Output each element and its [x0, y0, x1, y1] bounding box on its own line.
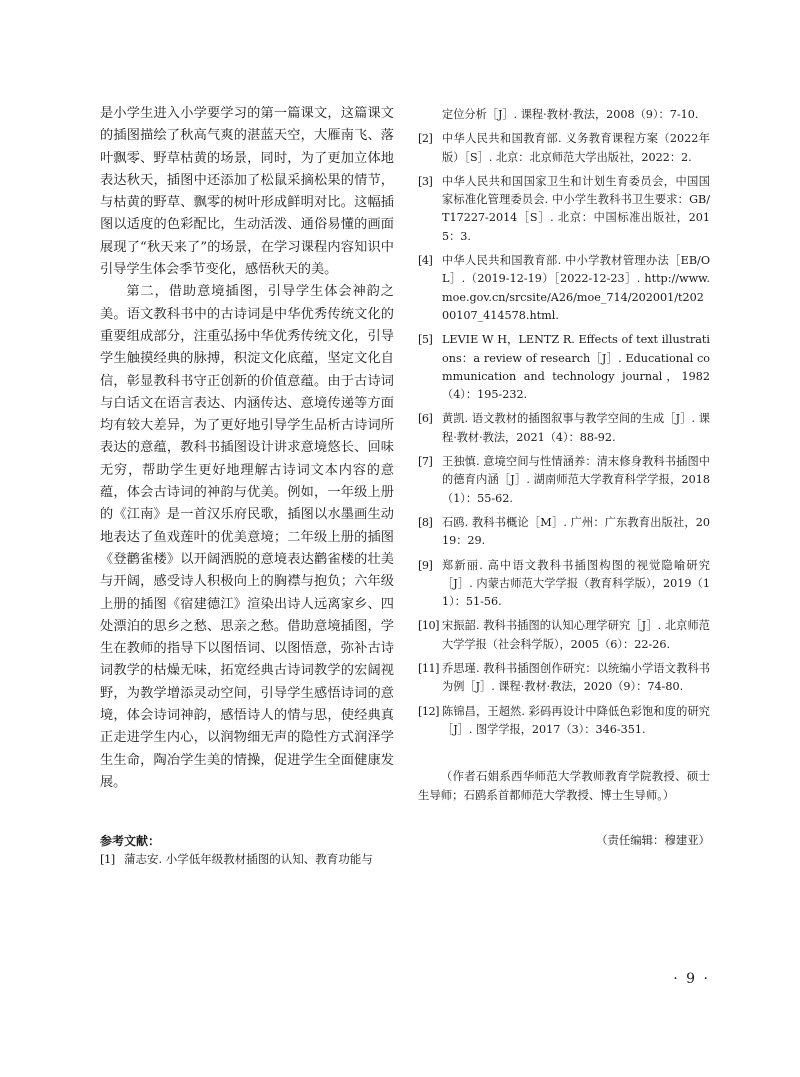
reference-number: [9]	[418, 558, 433, 572]
reference-text: 蒲志安. 小学低年级教材插图的认知、教育功能与	[124, 852, 373, 867]
reference-text: 王独慎. 意境空间与性情涵养：清末修身教科书插图中的德育内涵［J］. 湖南师范大学教育科学学报，2018（1）：55-62.	[442, 455, 710, 505]
reference-text: 陈锦昌，王超然. 彩码再设计中降低色彩饱和度的研究［J］. 图学学报，2017（3）：346-351.	[442, 704, 710, 736]
editor-note: （责任编辑：穆建亚）	[596, 833, 710, 848]
reference-item-6	[418, 410, 710, 447]
reference-item-10	[418, 617, 710, 654]
reference-number: [2]	[418, 132, 433, 146]
reference-number: [3]	[418, 174, 433, 188]
right-column	[418, 106, 710, 850]
reference-text: 石鸥. 教科书概论［M］. 广州：广东教育出版社，2019：29.	[442, 515, 710, 548]
reference-text: 中华人民共和国教育部. 中小学教材管理办法［EB/OL］.（2019-12-19）［2022-12-23］. http://www.moe.gov.cn/srcsite/A26/moe_714/202001/t20200107_414578.html.	[442, 254, 710, 322]
reference-item-7	[418, 453, 710, 508]
body-paragraph-2: 第二，借助意境插图，引导学生体会神韵之美。语文教科书中的古诗词是中华优秀传统文化的重要组成部分，注重弘扬中华优秀传统文化，引导学生触摸经典的脉搏，积淀文化底蕴，坚定文化自信，彰显教科书守正创新的价值意蕴。由于古诗词与白话文在语言表达、内涵传达、意境传递等方面均有较大差异，为了更好地引导学生品析古诗词所表达的意蕴，教科书插图设计讲求意境悠长、回味无穷，帮助学生更好地理解古诗词文本内容的意蕴，体会古诗词的神韵与优美。例如，一年级上册的《江南》是一首汉乐府民歌，插图以水墨画生动地表达了鱼戏莲叶的优美意境；二年级上册的插图《登鹳雀楼》以开阔洒脱的意境表达鹳雀楼的壮美与开阔，感受诗人积极向上的胸襟与抱负；六年级上册的插图《宿建德江》渲染出诗人远离家乡、四处漂泊的思乡之愁、思亲之愁。借助意境插图，学生在教师的指导下以图悟词、以图悟意，弥补古诗词教学的枯燥无味，拓宽经典古诗词教学的宏阔视野，为教学增添灵动空间，引导学生感悟诗词的意境，体会诗词神韵，感悟诗人的情与思，使经典真正走进学生内心，以润物细无声的隐性方式润泽学生生命，陶冶学生美的情操，促进学生全面健康发展。	[100, 284, 394, 790]
reference-text: 定位分析［J］. 课程·教材·教法，2008（9）：7-10.	[442, 108, 699, 121]
references-heading: 参考文献：	[100, 834, 161, 849]
reference-text: 郑新丽. 高中语文教科书插图构图的视觉隐喻研究［J］. 内蒙古师范大学学报（教育科学版），2019（11）：51-56.	[442, 558, 710, 609]
reference-number: [11]	[418, 662, 439, 676]
reference-number: [1]	[100, 852, 115, 867]
reference-number: [4]	[418, 254, 433, 268]
reference-number: [7]	[418, 455, 433, 469]
reference-item-1	[100, 850, 394, 868]
page-number: · 9 ·	[673, 971, 710, 987]
reference-item-9	[418, 557, 710, 612]
reference-text: 乔思瑾. 教科书插图创作研究：以统编小学语文教科书为例［J］. 课程·教材·教法，2020（9）：74-80.	[442, 662, 710, 694]
reference-text: 宋振韶. 教科书插图的认知心理学研究［J］. 北京师范大学学报（社会科学版），2005（6）：22-26.	[442, 619, 710, 651]
reference-text: 黄凯. 语文教材的插图叙事与教学空间的生成［J］. 课程·教材·教法，2021（4）：88-92.	[442, 412, 710, 444]
reference-text: LEVIE W H，LENTZ R. Effects of text illustrations：a review of research［J］. Educational communication and technology journal，1982（4）：195-232.	[442, 333, 710, 402]
reference-item-1-continued	[418, 106, 710, 124]
reference-number: [12]	[418, 704, 439, 718]
reference-item-4	[418, 252, 710, 325]
reference-number: [8]	[418, 515, 433, 529]
reference-number: [5]	[418, 333, 433, 347]
body-paragraph-1: 是小学生进入小学要学习的第一篇课文，这篇课文的插图描绘了秋高气爽的湛蓝天空，大雁南飞、落叶飘零、野草枯黄的场景，同时，为了更加立体地表达秋天，插图中还添加了松鼠采摘松果的情节，与枯黄的野草、飘零的树叶形成鲜明对比。这幅插图以适度的色彩配比，生动活泼、通俗易懂的画面展现了“秋天来了”的场景，在学习课程内容知识中引导学生体会季节变化，感悟秋天的美。	[100, 106, 394, 278]
reference-item-2	[418, 130, 710, 167]
author-note: （作者石娟系西华师范大学教师教育学院教授、硕士生导师；石鸥系首都师范大学教授、博士生导师。）	[418, 769, 710, 803]
reference-number: [6]	[418, 412, 433, 426]
reference-item-5	[418, 331, 710, 404]
reference-number: [10]	[418, 619, 439, 633]
left-column	[100, 103, 394, 874]
reference-text: 中华人民共和国国家卫生和计划生育委员会，中国国家标准化管理委员会. 中小学生教科书卫生要求：GB/T17227-2014［S］. 北京：中国标准出版社，2015：3.	[442, 174, 710, 243]
reference-text: 中华人民共和国教育部. 义务教育课程方案（2022年版）［S］. 北京：北京师范大学出版社，2022：2.	[442, 132, 710, 164]
reference-item-3	[418, 173, 710, 246]
reference-item-8	[418, 514, 710, 551]
reference-item-11	[418, 660, 710, 697]
reference-item-12	[418, 703, 710, 740]
